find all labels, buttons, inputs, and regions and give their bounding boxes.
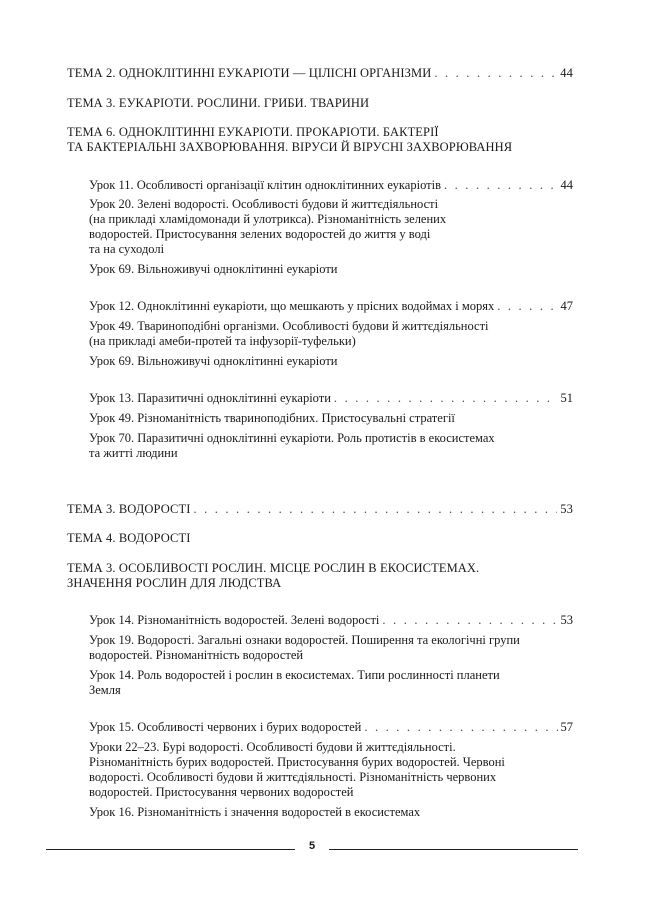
dot-leader: [434, 66, 557, 81]
lesson-text: Урок 49. Різноманітність твариноподібних. Пристосувальні стратегії: [89, 411, 455, 425]
topic-title: ТЕМА 3. ОСОБЛИВОСТІ РОСЛИН. МІСЦЕ РОСЛИН В ЕКОСИСТЕМАХ.: [67, 561, 480, 575]
page-ref: 47: [560, 299, 573, 313]
lesson-text: водоростей. Різноманітність водоростей: [89, 648, 304, 662]
lesson-text: водорості. Особливості будови й життєдіяльності. Різноманітність червоних: [89, 770, 497, 784]
lesson-text: та на суходолі: [89, 242, 165, 256]
toc-lesson-entry[interactable]: [89, 391, 573, 406]
page-ref: 53: [560, 502, 573, 516]
lesson-text: Урок 69. Вільноживучі одноклітинні еукаріоти: [89, 354, 338, 368]
topic-title: ЗНАЧЕННЯ РОСЛИН ДЛЯ ЛЮДСТВА: [67, 576, 282, 590]
dot-leader: [364, 720, 557, 735]
lesson-text: Урок 16. Різноманітність і значення водоростей в екосистемах: [89, 805, 421, 819]
lesson-title: Урок 13. Паразитичні одноклітинні еукаріоти: [89, 391, 331, 405]
topic-title: ТЕМА 3. ВОДОРОСТІ: [67, 502, 191, 516]
lesson-text: Урок 69. Вільноживучі одноклітинні еукаріоти: [89, 262, 338, 276]
footer-rule-left: [46, 849, 295, 850]
lesson-text: водоростей. Пристосування зелених водоростей до життя у воді: [89, 227, 431, 241]
page-ref: 51: [560, 391, 573, 405]
toc-lesson-entry[interactable]: [89, 720, 573, 735]
page-number: 5: [308, 840, 316, 852]
lesson-text: Урок 20. Зелені водорості. Особливості будови й життєдіяльності: [89, 197, 439, 211]
lesson-text: водоростей. Пристосування червоних водоростей: [89, 785, 354, 799]
lesson-title: Урок 12. Одноклітинні еукаріоти, що мешкають у прісних водоймах і морях: [89, 299, 495, 313]
page-ref: 44: [560, 178, 573, 192]
lesson-title: Урок 15. Особливості червоних і бурих водоростей: [89, 720, 362, 734]
dot-leader: [497, 299, 557, 314]
lesson-text: Урок 14. Роль водоростей і рослин в екосистемах. Типи рослинності планети: [89, 668, 500, 682]
lesson-text: Урок 70. Паразитичні одноклітинні еукаріоти. Роль протистів в екосистемах: [89, 431, 495, 445]
topic-title: ТЕМА 4. ВОДОРОСТІ: [67, 531, 191, 545]
lesson-title: Урок 11. Особливості організації клітин одноклітинних еукаріотів: [89, 178, 441, 192]
page-ref: 53: [560, 613, 573, 627]
toc-lesson-entry[interactable]: [89, 299, 573, 314]
footer-rule-right: [329, 849, 578, 850]
topic-title: ТА БАКТЕРІАЛЬНІ ЗАХВОРЮВАННЯ. ВІРУСИ Й ВІРУСНІ ЗАХВОРЮВАННЯ: [67, 140, 513, 154]
toc-lesson-entry[interactable]: [89, 178, 573, 193]
page-ref: 57: [560, 720, 573, 734]
lesson-text: Урок 49. Твариноподібні організми. Особливості будови й життєдіяльності: [89, 319, 489, 333]
page-ref: 44: [560, 66, 573, 80]
lesson-text: Різноманітність бурих водоростей. Пристосування бурих водоростей. Червоні: [89, 755, 505, 769]
toc-topic-entry[interactable]: [67, 502, 573, 517]
topic-title: ТЕМА 6. ОДНОКЛІТИННІ ЕУКАРІОТИ. ПРОКАРІОТИ. БАКТЕРІЇ: [67, 125, 439, 139]
lesson-text: Земля: [89, 683, 121, 697]
topic-title: ТЕМА 3. ЕУКАРІОТИ. РОСЛИНИ. ГРИБИ. ТВАРИНИ: [67, 96, 370, 110]
lesson-title: Урок 14. Різноманітність водоростей. Зелені водорості: [89, 613, 380, 627]
topic-title: ТЕМА 2. ОДНОКЛІТИННІ ЕУКАРІОТИ — ЦІЛІСНІ ОРГАНІЗМИ: [67, 66, 432, 80]
toc-lesson-entry[interactable]: [89, 613, 573, 628]
dot-leader: [382, 613, 557, 628]
lesson-text: та житті людини: [89, 446, 178, 460]
lesson-text: (на прикладі хламідомонади й улотрикса). Різноманітність зелених: [89, 212, 447, 226]
toc-topic-entry[interactable]: [67, 66, 573, 81]
dot-leader: [334, 391, 558, 406]
dot-leader: [444, 178, 558, 193]
lesson-text: (на прикладі амеби-протей та інфузорії-туфельки): [89, 334, 356, 348]
dot-leader: [193, 502, 557, 517]
lesson-text: Урок 19. Водорості. Загальні ознаки водоростей. Поширення та екологічні групи: [89, 633, 520, 647]
lesson-text: Уроки 22–23. Бурі водорості. Особливості будови й життєдіяльності.: [89, 740, 456, 754]
